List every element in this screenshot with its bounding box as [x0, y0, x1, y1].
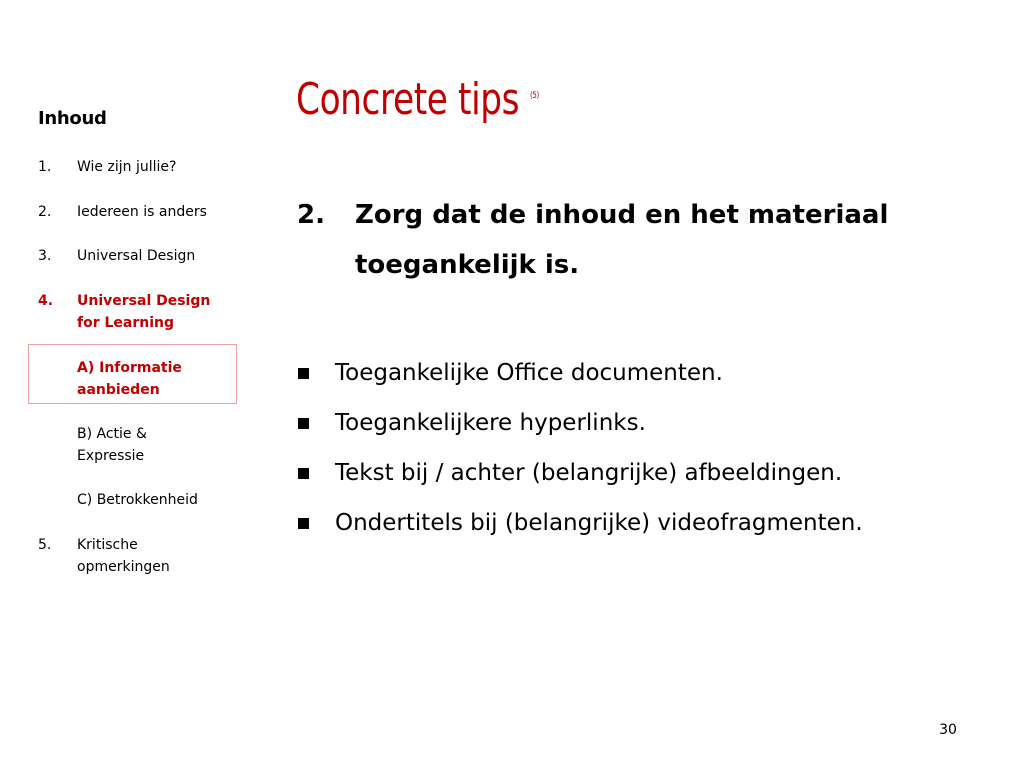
toc-item-1[interactable] [38, 156, 238, 178]
toc-item-number: 3. [38, 248, 52, 264]
toc-subitem-b[interactable]: B) Actie & Expressie [77, 426, 147, 464]
toc-item-number: 5. [38, 537, 52, 553]
toc-item-number: 4. [38, 293, 54, 309]
bullet-list [298, 348, 998, 548]
toc-item-label: Iedereen is anders [77, 204, 207, 220]
toc-item-4-active[interactable] [38, 290, 218, 334]
toc-item-label: Wie zijn jullie? [77, 159, 177, 175]
heading-text: Zorg dat de inhoud en het materiaal toegankelijk is. [355, 200, 889, 280]
bullet-item [298, 398, 998, 448]
sidebar-toc [0, 0, 250, 768]
heading-number: 2. [297, 200, 325, 230]
toc-subitem-a-active[interactable]: A) Informatie aanbieden [77, 360, 182, 398]
toc-item-number: 2. [38, 204, 52, 220]
numbered-heading [297, 190, 977, 290]
bullet-text: Toegankelijke Office documenten. [335, 360, 723, 386]
slide-title-text: Concrete tips [296, 74, 520, 125]
bullet-item [298, 498, 998, 548]
bullet-text: Toegankelijkere hyperlinks. [335, 410, 646, 436]
page-number: 30 [939, 722, 957, 738]
slide-title-suffix: (5) [530, 91, 539, 101]
slide-title [296, 68, 539, 128]
bullet-item [298, 348, 998, 398]
toc-item-label: Universal Design for Learning [77, 293, 211, 331]
toc-item-5[interactable] [38, 534, 198, 578]
bullet-item [298, 448, 998, 498]
bullet-text: Ondertitels bij (belangrijke) videofragmenten. [335, 510, 863, 536]
toc-subitem-c[interactable]: C) Betrokkenheid [77, 492, 198, 508]
toc-item-3[interactable] [38, 245, 238, 267]
bullet-text: Tekst bij / achter (belangrijke) afbeeldingen. [335, 460, 843, 486]
square-bullet-icon [298, 368, 309, 379]
square-bullet-icon [298, 468, 309, 479]
toc-title: Inhoud [38, 108, 107, 129]
square-bullet-icon [298, 518, 309, 529]
toc-item-label: Kritische opmerkingen [77, 537, 170, 575]
toc-item-number: 1. [38, 159, 52, 175]
toc-item-2[interactable] [38, 201, 238, 223]
toc-item-label: Universal Design [77, 248, 196, 264]
square-bullet-icon [298, 418, 309, 429]
